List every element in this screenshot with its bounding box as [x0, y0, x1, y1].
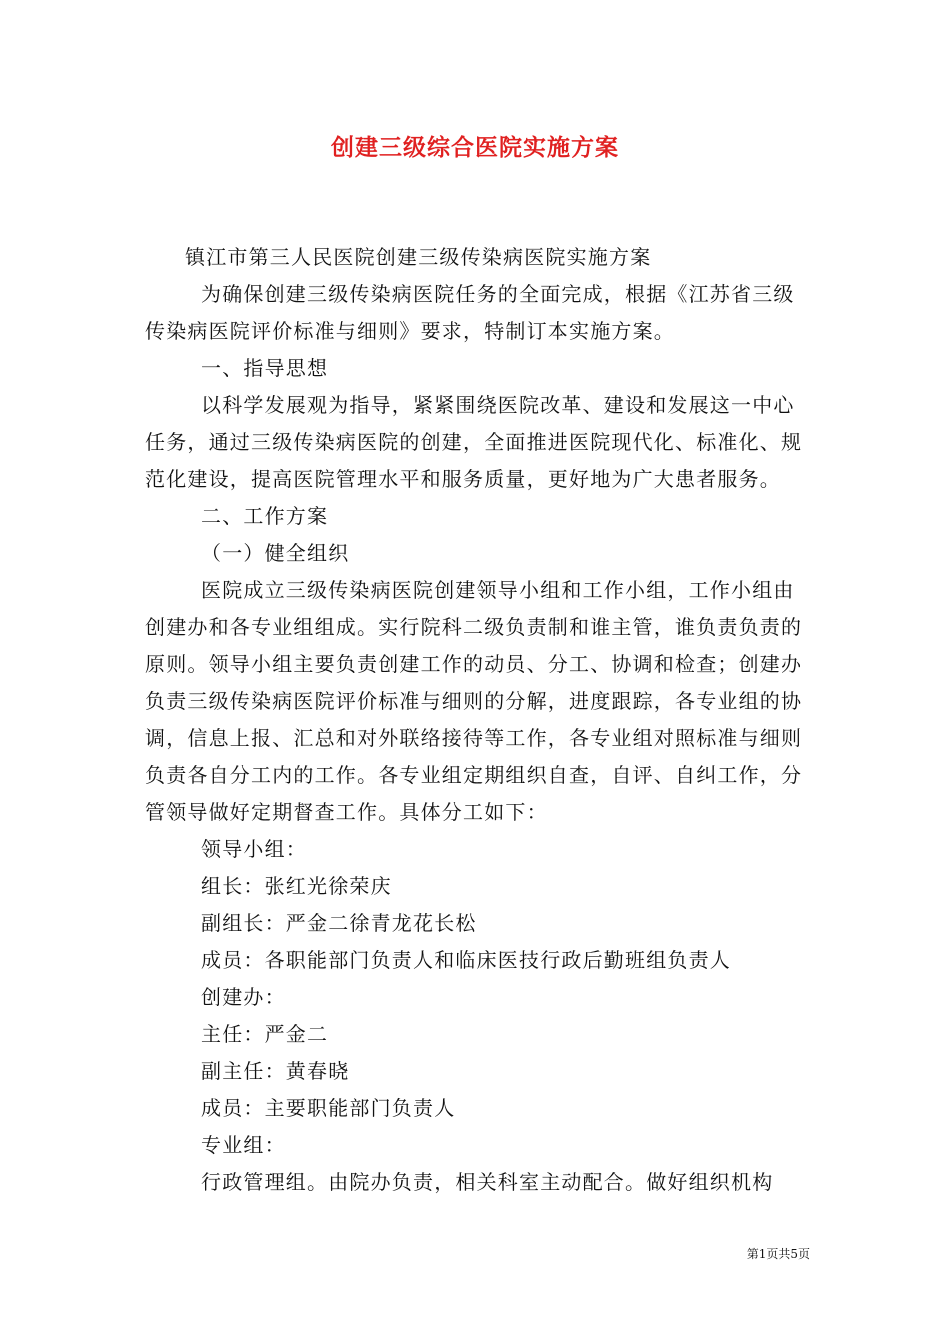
list-heading: 创建办：	[201, 985, 286, 1009]
intro-paragraph: 为确保创建三级传染病医院任务的全面完成，根据《江苏省三级传染病医院评价标准与细则》要求，特制订本实施方案。	[145, 282, 795, 343]
body-paragraph: 行政管理组。由院办负责，相关科室主动配合。做好组织机构	[201, 1170, 774, 1194]
list-item: 副组长：严金二徐青龙花长松	[201, 911, 477, 935]
list-heading: 专业组：	[201, 1133, 286, 1157]
list-item: 副主任：黄春晓	[201, 1059, 350, 1083]
page-number-footer: 第1页共5页	[746, 1247, 810, 1261]
list-item: 主任：严金二	[201, 1022, 329, 1046]
body-paragraph: 以科学发展观为指导，紧紧围绕医院改革、建设和发展这一中心任务，通过三级传染病医院的创建，全面推进医院现代化、标准化、规范化建设，提高医院管理水平和服务质量，更好地为广大患者服务。	[145, 393, 803, 491]
list-item: 成员：各职能部门负责人和临床医技行政后勤班组负责人	[201, 948, 731, 972]
subtitle-paragraph: 镇江市第三人民医院创建三级传染病医院实施方案	[185, 245, 652, 269]
document-body	[145, 239, 815, 1201]
section-heading: 二、工作方案	[201, 504, 329, 528]
document-title: 创建三级综合医院实施方案	[331, 134, 619, 161]
section-heading: 一、指导思想	[201, 356, 329, 380]
body-paragraph: 医院成立三级传染病医院创建领导小组和工作小组，工作小组由创建办和各专业组组成。实行院科二级负责制和谁主管，谁负责负责的原则。领导小组主要负责创建工作的动员、分工、协调和检查；创建办负责三级传染病医院评价标准与细则的分解，进度跟踪，各专业组的协调，信息上报、汇总和对外联络接待等工作，各专业组对照标准与细则负责各自分工内的工作。各专业组定期组织自查，自评、自纠工作，分管领导做好定期督查工作。具体分工如下：	[145, 578, 803, 824]
list-heading: 领导小组：	[201, 837, 307, 861]
subsection-heading: （一）健全组织	[201, 541, 350, 565]
list-item: 成员：主要职能部门负责人	[201, 1096, 456, 1120]
list-item: 组长：张红光徐荣庆	[201, 874, 392, 898]
